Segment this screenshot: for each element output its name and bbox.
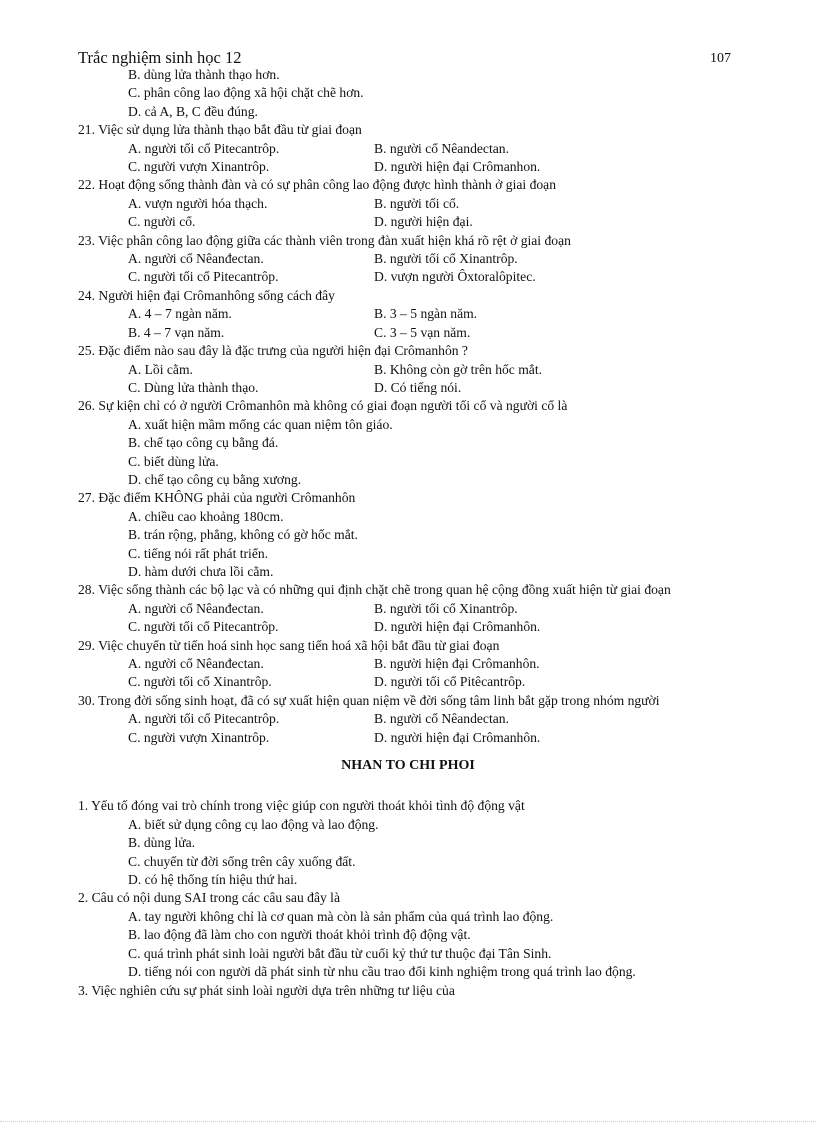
question-stem: 26. Sự kiện chỉ có ở người Crômanhôn mà không có giai đoạn người tối cổ và người cổ là xyxy=(78,398,568,414)
option-c: B. 4 – 7 vạn năm. xyxy=(128,324,225,340)
option-c: C. người tối cổ Pitecantrôp. xyxy=(128,619,279,635)
option-d: D. hàm dưới chưa lồi cằm. xyxy=(128,563,274,579)
option-d: D. Có tiếng nói. xyxy=(374,379,462,395)
option-a: A. người tối cổ Pitecantrôp. xyxy=(128,711,280,727)
option-d: D. người hiện đại Crômanhôn. xyxy=(374,729,541,745)
question-stem: 3. Việc nghiên cứu sự phát sinh loài người dựa trên những tư liệu của xyxy=(78,982,455,998)
option-c: C. quá trình phát sinh loài người bắt đầu từ cuối kỷ thứ tư thuộc đại Tân Sinh. xyxy=(128,945,552,961)
option-d: D. cả A, B, C đều đúng. xyxy=(128,103,258,119)
question-stem: 24. Người hiện đại Crômanhông sống cách đây xyxy=(78,287,335,303)
page-header-title: Trắc nghiệm sinh học 12 xyxy=(78,48,242,67)
option-c: C. người tối cổ Xinantrôp. xyxy=(128,674,272,690)
option-row xyxy=(78,710,738,728)
section-title: NHAN TO CHI PHOI xyxy=(341,758,475,774)
page-number: 107 xyxy=(710,51,731,66)
option-a: A. 4 – 7 ngàn năm. xyxy=(128,306,232,322)
option-d: C. 3 – 5 vạn năm. xyxy=(374,324,471,340)
option-b: B. chế tạo công cụ bằng đá. xyxy=(128,435,279,451)
question-stem: 25. Đặc điểm nào sau đây là đặc trưng của người hiện đại Crômanhôn ? xyxy=(78,343,468,359)
option-row xyxy=(78,213,738,231)
option-row xyxy=(78,140,738,158)
option-row xyxy=(78,655,738,673)
option-b: B. trán rộng, phẳng, không có gờ hốc mắt. xyxy=(128,527,358,543)
option-b: B. dùng lửa. xyxy=(128,835,196,851)
option-b: B. người hiện đại Crômanhôn. xyxy=(374,656,540,671)
question-stem: 29. Việc chuyển từ tiến hoá sinh học sang tiến hoá xã hội bắt đầu từ giai đoạn xyxy=(78,637,500,653)
option-b: B. 3 – 5 ngàn năm. xyxy=(374,306,478,322)
option-a: A. biết sử dụng công cụ lao động và lao động. xyxy=(128,816,379,832)
option-row xyxy=(78,305,738,323)
option-d: D. vượn người Ôxtoralôpitec. xyxy=(374,269,536,285)
option-c: C. tiếng nói rất phát triển. xyxy=(128,545,269,561)
question-stem: 28. Việc sống thành các bộ lạc và có những qui định chặt chẽ trong quan hệ cộng đồng xuất hiện từ giai đoạn xyxy=(78,582,671,598)
option-a: A. tay người không chỉ là cơ quan mà còn là sản phẩm của quá trình lao động. xyxy=(128,908,554,924)
option-c: C. người tối cổ Pitecantrôp. xyxy=(128,269,279,285)
option-d: D. người hiện đại Crômanhôn. xyxy=(374,619,541,635)
option-d: D. có hệ thống tín hiệu thứ hai. xyxy=(128,872,298,888)
question-stem: 21. Việc sử dụng lửa thành thạo bắt đầu từ giai đoạn xyxy=(78,122,362,138)
option-b: B. người cổ Nêandectan. xyxy=(374,711,509,727)
option-b: B. dùng lửa thành thạo hơn. xyxy=(128,67,280,82)
option-c: C. người cổ. xyxy=(128,214,196,230)
option-row xyxy=(78,250,738,268)
option-d: D. người tối cổ Pitêcantrôp. xyxy=(374,674,526,690)
option-c: C. Dùng lửa thành thạo. xyxy=(128,379,259,395)
option-c: C. chuyển từ đời sống trên cây xuống đất. xyxy=(128,853,356,869)
option-b: B. người tối cổ Xinantrôp. xyxy=(374,600,518,616)
option-row xyxy=(78,361,738,379)
option-d: D. người hiện đại Crômanhon. xyxy=(374,159,541,175)
option-b: B. người tối cổ Xinantrôp. xyxy=(374,251,518,267)
question-stem: 1. Yếu tố đóng vai trò chính trong việc giúp con người thoát khỏi tình độ động vật xyxy=(78,798,525,814)
option-a: A. vượn người hóa thạch. xyxy=(128,195,268,211)
option-row xyxy=(78,600,738,618)
question-stem: 2. Câu có nội dung SAI trong các câu sau đây là xyxy=(78,890,340,906)
option-c: C. phân công lao động xã hội chặt chẽ hơn. xyxy=(128,85,364,101)
option-a: A. xuất hiện mầm mống các quan niệm tôn giáo. xyxy=(128,416,393,432)
option-b: B. lao động đã làm cho con người thoát khỏi trình độ động vật. xyxy=(128,927,471,943)
option-d: D. tiếng nói con người dã phát sinh từ nhu cầu trao đổi kinh nghiệm trong quá trình lao động. xyxy=(128,964,636,980)
option-a: A. người cổ Nêanđectan. xyxy=(128,251,264,267)
option-c: C. biết dùng lửa. xyxy=(128,453,219,469)
option-a: A. chiều cao khoảng 180cm. xyxy=(128,508,284,524)
option-row xyxy=(78,618,738,636)
option-d: D. người hiện đại. xyxy=(374,214,473,230)
option-a: A. người cổ Nêanđectan. xyxy=(128,656,264,671)
option-d: D. chế tạo công cụ bằng xương. xyxy=(128,471,302,487)
option-c: C. người vượn Xinantrôp. xyxy=(128,729,270,745)
option-c: C. người vượn Xinantrôp. xyxy=(128,159,270,175)
option-b: B. người tối cổ. xyxy=(374,195,460,211)
option-row xyxy=(78,324,738,342)
option-row xyxy=(78,195,738,213)
option-row xyxy=(78,379,738,397)
option-a: A. người cổ Nêanđectan. xyxy=(128,600,264,616)
question-content xyxy=(78,66,738,1000)
question-stem: 27. Đặc điểm KHÔNG phải của người Crômanhôn xyxy=(78,490,356,506)
option-a: A. Lồi cằm. xyxy=(128,361,193,377)
question-stem: 30. Trong đời sống sinh hoạt, đã có sự xuất hiện quan niệm về đời sống tâm linh bắt gặp trong nhóm người xyxy=(78,692,660,708)
question-stem: 23. Việc phân công lao động giữa các thành viên trong đàn xuất hiện khá rõ rệt ở giai đoạn xyxy=(78,232,571,248)
question-stem: 22. Hoạt động sống thành đàn và có sự phân công lao động được hình thành ở giai đoạn xyxy=(78,177,556,193)
option-row xyxy=(78,158,738,176)
option-row xyxy=(78,729,738,747)
option-b: B. người cổ Nêandectan. xyxy=(374,140,509,156)
option-a: A. người tối cổ Pitecantrôp. xyxy=(128,140,280,156)
option-row xyxy=(78,673,738,691)
option-row xyxy=(78,268,738,286)
page-bottom-border xyxy=(0,1121,816,1122)
option-b: B. Không còn gờ trên hốc mắt. xyxy=(374,361,543,377)
